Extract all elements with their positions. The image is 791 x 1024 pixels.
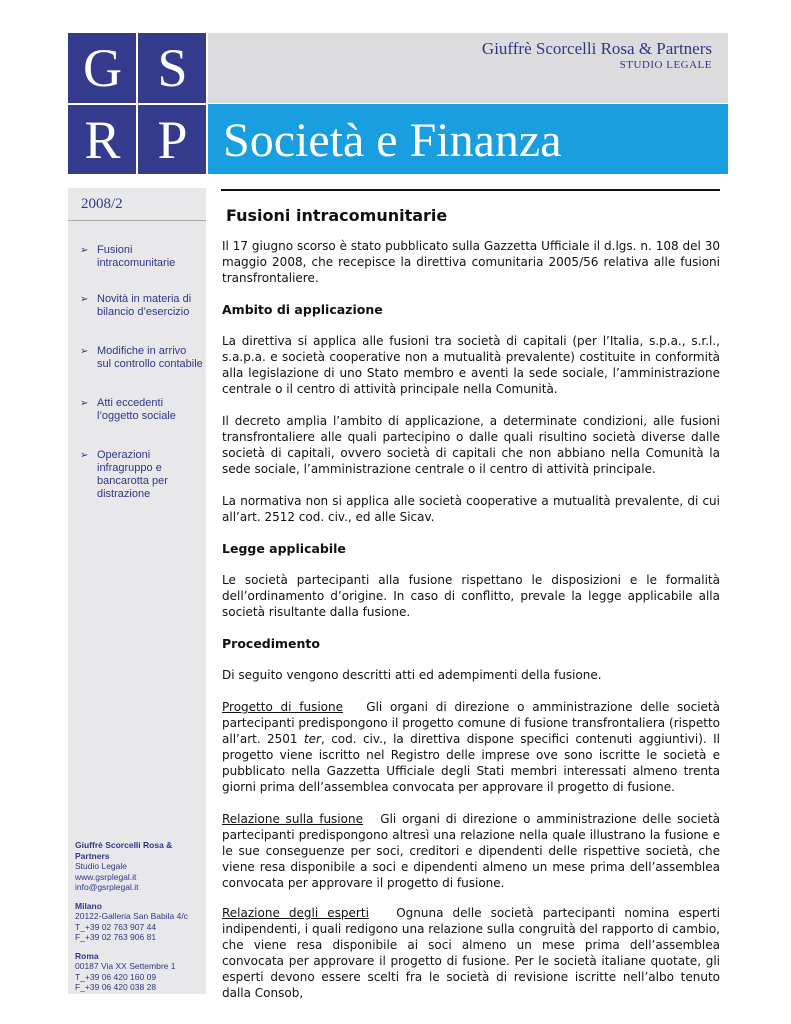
toc-item-label: Atti eccedenti l’oggetto sociale bbox=[97, 397, 176, 422]
toc-item[interactable] bbox=[78, 397, 203, 423]
contact-firm-name: Giuffrè Scorcelli Rosa & Partners bbox=[75, 840, 173, 861]
gsrp-logo bbox=[68, 33, 206, 174]
sidebar bbox=[68, 188, 206, 994]
esperti-label: Relazione degli esperti bbox=[222, 906, 369, 920]
logo-divider-horizontal bbox=[68, 103, 206, 105]
toc-item-label: Modifiche in arrivo sul controllo contabile bbox=[97, 345, 203, 370]
logo-letter-p: P bbox=[157, 110, 188, 170]
paragraph-esperti bbox=[222, 905, 720, 1001]
roma-office-fax: F_+39 06 420 038 28 bbox=[75, 982, 157, 992]
paragraph: La direttiva si applica alle fusioni tra società di capitali (per l’Italia, s.p.a., s.r.l., s.a.p.a. e società cooperative non a mutualità prevalente) costituite in conformità alla legislazione di uno Stato membro e aventi la sede sociale, l’amministrazione centrale o il centro di attività principale nella Comunità. bbox=[222, 334, 720, 396]
toc-item[interactable] bbox=[78, 345, 203, 371]
title-band bbox=[208, 104, 728, 174]
contact-website-link[interactable]: www.gsrplegal.it bbox=[75, 871, 137, 882]
roma-office-phone: T_+39 06 420 160 09 bbox=[75, 971, 157, 982]
paragraph: La normativa non si applica alle società cooperative a mutualità prevalente, di cui all’art. 2512 cod. civ., ed alle Sicav. bbox=[222, 494, 720, 524]
paragraph: Le società partecipanti alla fusione rispettano le disposizioni e le formalità dell’ordinamento d’origine. In caso di conflitto, prevale la legge applicabile alla società risultante dalla fusione. bbox=[222, 573, 720, 619]
esperti-text: Ognuna delle società partecipanti nomina esperti indipendenti, i quali redigono una relazione sulla congruità del rapporto di cambio, che viene resa disponibile ai soci almeno un mese prima dell’assemblea convocata per approvare il progetto di fusione. Per le società italiane quotate, gli esperti devono essere scelti fra le società di revisione iscritte nell’albo tenuto dalla Consob, bbox=[222, 906, 720, 1000]
logo-letter-g: G bbox=[83, 38, 122, 98]
content-top-rule bbox=[221, 189, 720, 191]
firm-name: Giuffrè Scorcelli Rosa & Partners bbox=[481, 39, 712, 58]
progetto-ter: ter bbox=[303, 732, 321, 746]
section-heading-legge: Legge applicabile bbox=[222, 541, 346, 556]
toc-item[interactable] bbox=[78, 449, 203, 501]
arrow-bullet-icon: ➢ bbox=[80, 245, 89, 256]
issue-divider bbox=[68, 220, 206, 221]
article bbox=[222, 205, 720, 1017]
relazione-label: Relazione sulla fusione bbox=[222, 812, 363, 826]
paragraph: Di seguito vengono descritti atti ed adempimenti della fusione. bbox=[222, 668, 602, 682]
issue-number: 2008/2 bbox=[81, 196, 123, 212]
logo-letter-r: R bbox=[84, 110, 121, 170]
toc-item-label: Operazioni infragruppo e bancarotta per distrazione bbox=[97, 449, 168, 500]
article-intro: Il 17 giugno scorso è stato pubblicato sulla Gazzetta Ufficiale il d.lgs. n. 108 del 30 maggio 2008, che recepisce la direttiva comunitaria 2005/56 relativa alle fusioni transfrontaliere. bbox=[222, 239, 720, 285]
progetto-label: Progetto di fusione bbox=[222, 700, 343, 714]
progetto-text-1: Gli organi di direzione o amministrazione delle società partecipanti predispongono il progetto comune di fusione transfrontaliera (rispetto all’art. 2501 bbox=[222, 700, 720, 746]
roma-office-address: 00187 Via XX Settembre 1 bbox=[75, 961, 176, 971]
toc-item[interactable] bbox=[78, 293, 203, 319]
firm-name-band bbox=[208, 33, 728, 103]
toc-item[interactable] bbox=[78, 244, 203, 270]
roma-office-city: Roma bbox=[75, 950, 99, 961]
toc-item-label: Novità in materia di bilancio d’esercizio bbox=[97, 293, 192, 318]
arrow-bullet-icon: ➢ bbox=[80, 450, 89, 461]
table-of-contents bbox=[78, 244, 203, 501]
logo-letter-s: S bbox=[157, 38, 188, 98]
milano-office-fax: F_+39 02 763 906 81 bbox=[75, 932, 157, 942]
contact-email-link[interactable]: info@gsrplegal.it bbox=[75, 882, 139, 892]
arrow-bullet-icon: ➢ bbox=[80, 398, 89, 409]
progetto-text-2: , cod. civ., la direttiva dispone specifici contenuti aggiuntivi). Il progetto viene iscritto nel Registro delle imprese ove sono iscritte le società e pubblicato nella Gazzetta Ufficiale degli Stati membri interessati almeno trenta giorni prima dell’assemblea convocata per approvare il progetto di fusione. bbox=[222, 732, 720, 794]
arrow-bullet-icon: ➢ bbox=[80, 294, 89, 305]
arrow-bullet-icon: ➢ bbox=[80, 346, 89, 357]
contact-block bbox=[75, 840, 205, 993]
relazione-text: Gli organi di direzione o amministrazione delle società partecipanti predispongono altresì una relazione nella quale illustrano la fusione e le sue conseguenze per soci, creditori e dipendenti delle rispettive società, che viene resa disponibile a soci e dipendenti almeno un mese prima dell’assemblea convocata per approvare il progetto di fusione. bbox=[222, 812, 720, 890]
milano-office-city: Milano bbox=[75, 900, 102, 911]
contact-studio: Studio Legale bbox=[75, 861, 127, 871]
paragraph: Il decreto amplia l’ambito di applicazione, a determinate condizioni, alle fusioni transfrontaliere alle quali partecipino o dalle quali risultino società diverse dalle società di capitali, ovvero società di capitali che non abbiano nella Comunità la sede sociale, l’amministrazione centrale o il centro di attività principale. bbox=[222, 414, 720, 476]
article-title: Fusioni intracomunitarie bbox=[226, 206, 448, 225]
toc-item-label: Fusioni intracomunitarie bbox=[97, 244, 176, 269]
section-heading-ambito: Ambito di applicazione bbox=[222, 302, 383, 317]
newsletter-title: Società e Finanza bbox=[223, 114, 562, 167]
paragraph-progetto bbox=[222, 699, 720, 795]
section-heading-procedimento: Procedimento bbox=[222, 636, 320, 651]
milano-office-address: 20122-Galleria San Babila 4/c bbox=[75, 911, 188, 921]
firm-subtitle: STUDIO LEGALE bbox=[619, 59, 712, 71]
milano-office-phone: T_+39 02 763 907 44 bbox=[75, 921, 157, 932]
paragraph-relazione bbox=[222, 811, 720, 891]
